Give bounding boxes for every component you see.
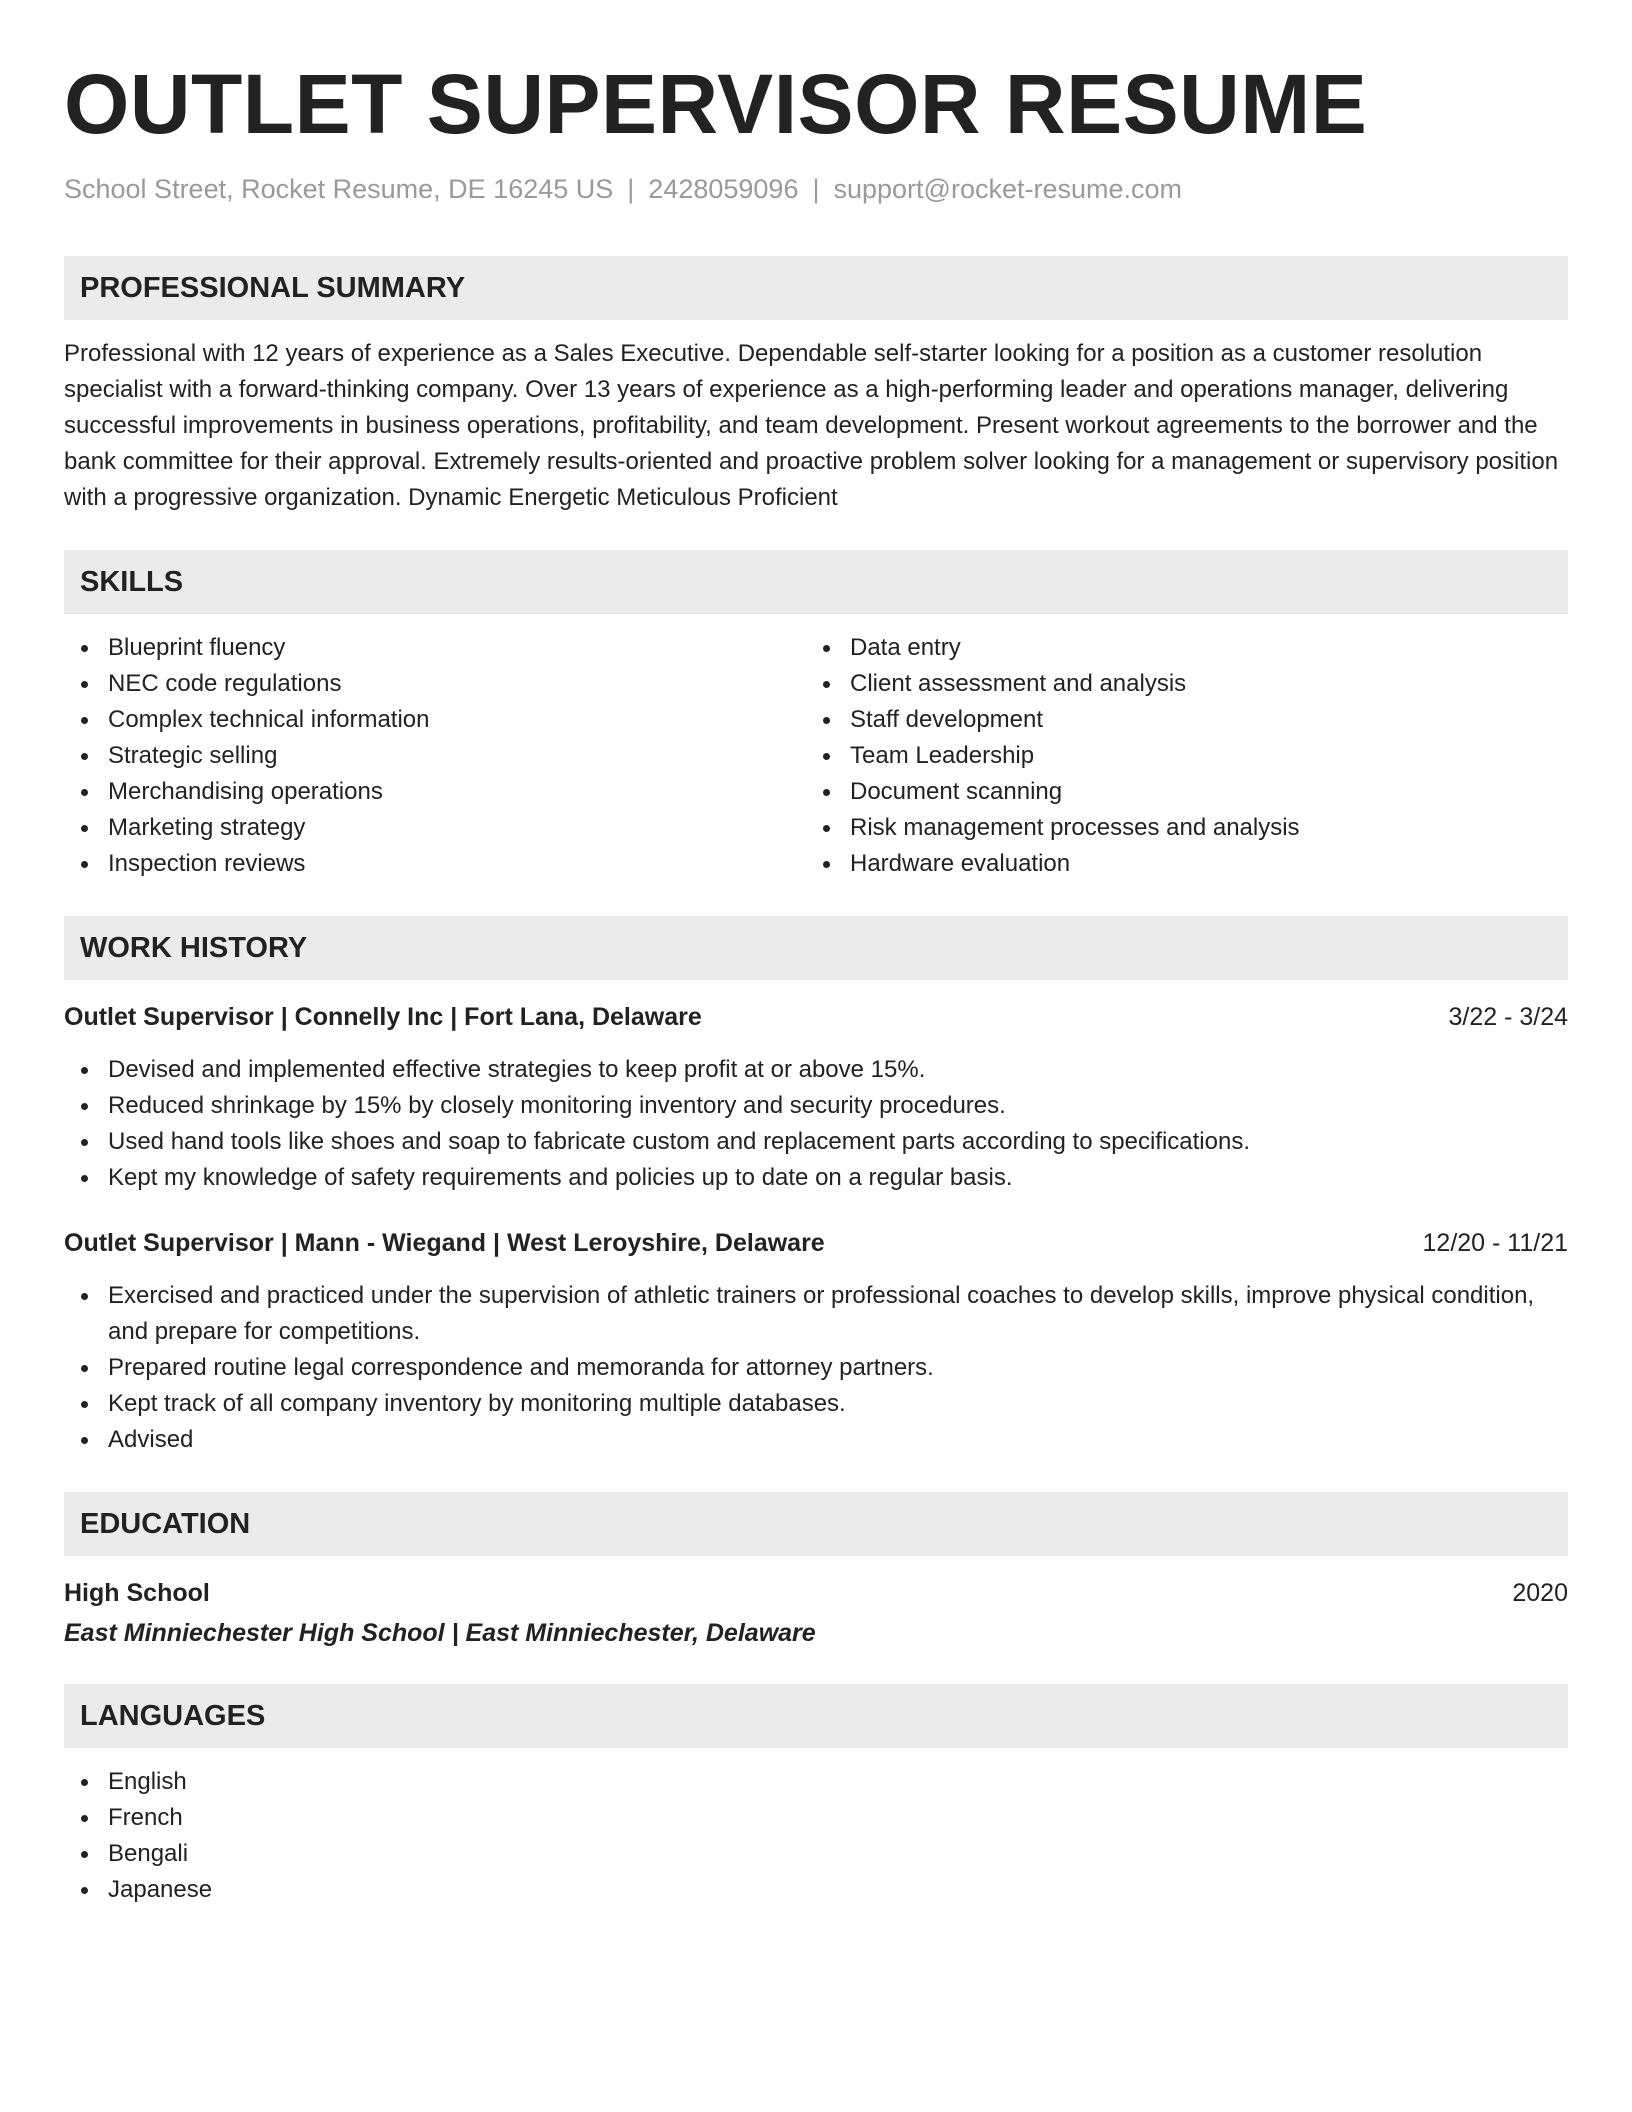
professional-summary-section bbox=[64, 256, 1568, 516]
job-bullet: Kept my knowledge of safety requirements and policies up to date on a regular basis. bbox=[108, 1160, 1568, 1196]
job-title: Outlet Supervisor | Connelly Inc | Fort Lana, Delaware bbox=[64, 1003, 702, 1031]
contact-phone: 2428059096 bbox=[648, 174, 799, 204]
education-section bbox=[64, 1492, 1568, 1650]
contact-line bbox=[64, 172, 1568, 206]
skills-section bbox=[64, 550, 1568, 882]
work-history-section bbox=[64, 916, 1568, 1458]
contact-separator: | bbox=[812, 174, 820, 204]
languages-list bbox=[64, 1764, 1568, 1908]
language-item: English bbox=[108, 1764, 1568, 1800]
job-bullet: Exercised and practiced under the supervision of athletic trainers or professional coaches to develop skills, improve physical condition, and prepare for competitions. bbox=[108, 1278, 1568, 1350]
skill-item: Merchandising operations bbox=[108, 774, 806, 810]
job-bullets bbox=[64, 1052, 1568, 1196]
job-dates: 3/22 - 3/24 bbox=[1448, 1003, 1568, 1031]
skill-item: Client assessment and analysis bbox=[850, 666, 1548, 702]
job-bullet: Advised bbox=[108, 1422, 1568, 1458]
job-bullet: Prepared routine legal correspondence and memoranda for attorney partners. bbox=[108, 1350, 1568, 1386]
section-heading-languages: LANGUAGES bbox=[64, 1684, 1568, 1748]
skill-item: Document scanning bbox=[850, 774, 1548, 810]
skill-item: Staff development bbox=[850, 702, 1548, 738]
job-bullet: Kept track of all company inventory by monitoring multiple databases. bbox=[108, 1386, 1568, 1422]
skill-item: NEC code regulations bbox=[108, 666, 806, 702]
job-header bbox=[64, 1226, 1568, 1260]
skills-grid bbox=[64, 630, 1568, 882]
contact-separator: | bbox=[627, 174, 635, 204]
skill-item: Team Leadership bbox=[850, 738, 1548, 774]
education-school: East Minniechester High School | East Minniechester, Delaware bbox=[64, 1619, 816, 1647]
skills-list-right bbox=[806, 630, 1548, 882]
language-item: Japanese bbox=[108, 1872, 1568, 1908]
job-bullet: Devised and implemented effective strategies to keep profit at or above 15%. bbox=[108, 1052, 1568, 1088]
section-heading-skills: SKILLS bbox=[64, 550, 1568, 614]
skill-item: Strategic selling bbox=[108, 738, 806, 774]
job-dates: 12/20 - 11/21 bbox=[1422, 1229, 1568, 1257]
skill-item: Risk management processes and analysis bbox=[850, 810, 1548, 846]
education-header bbox=[64, 1576, 1568, 1610]
contact-address: School Street, Rocket Resume, DE 16245 US bbox=[64, 174, 614, 204]
skill-item: Hardware evaluation bbox=[850, 846, 1548, 882]
languages-section bbox=[64, 1684, 1568, 1908]
section-heading-education: EDUCATION bbox=[64, 1492, 1568, 1556]
education-year: 2020 bbox=[1512, 1579, 1568, 1607]
job-entry bbox=[64, 1226, 1568, 1458]
job-title: Outlet Supervisor | Mann - Wiegand | West Leroyshire, Delaware bbox=[64, 1229, 825, 1257]
skill-item: Marketing strategy bbox=[108, 810, 806, 846]
resume-title: OUTLET SUPERVISOR RESUME bbox=[64, 57, 1368, 151]
skills-column-left bbox=[64, 630, 806, 882]
summary-text: Professional with 12 years of experience as a Sales Executive. Dependable self-starter looking for a position as a customer resolution specialist with a forward-thinking company. Over 13 years of experience as a high-performing leader and operations manager, delivering successful improvements in business operations, profitability, and team development. Present workout agreements to the borrower and the bank committee for their approval. Extremely results-oriented and proactive problem solver looking for a management or supervisory position with a progressive organization. Dynamic Energetic Meticulous Proficient bbox=[64, 340, 1559, 511]
job-entry bbox=[64, 1000, 1568, 1196]
language-item: Bengali bbox=[108, 1836, 1568, 1872]
section-heading-work-history: WORK HISTORY bbox=[64, 916, 1568, 980]
contact-email: support@rocket-resume.com bbox=[833, 174, 1183, 204]
job-bullet: Used hand tools like shoes and soap to fabricate custom and replacement parts according to specifications. bbox=[108, 1124, 1568, 1160]
section-heading-professional-summary: PROFESSIONAL SUMMARY bbox=[64, 256, 1568, 320]
skill-item: Data entry bbox=[850, 630, 1548, 666]
skills-list-left bbox=[64, 630, 806, 882]
skills-column-right bbox=[806, 630, 1548, 882]
skill-item: Inspection reviews bbox=[108, 846, 806, 882]
skill-item: Complex technical information bbox=[108, 702, 806, 738]
skill-item: Blueprint fluency bbox=[108, 630, 806, 666]
job-bullets bbox=[64, 1278, 1568, 1458]
job-bullet: Reduced shrinkage by 15% by closely monitoring inventory and security procedures. bbox=[108, 1088, 1568, 1124]
language-item: French bbox=[108, 1800, 1568, 1836]
education-degree: High School bbox=[64, 1579, 210, 1607]
job-header bbox=[64, 1000, 1568, 1034]
